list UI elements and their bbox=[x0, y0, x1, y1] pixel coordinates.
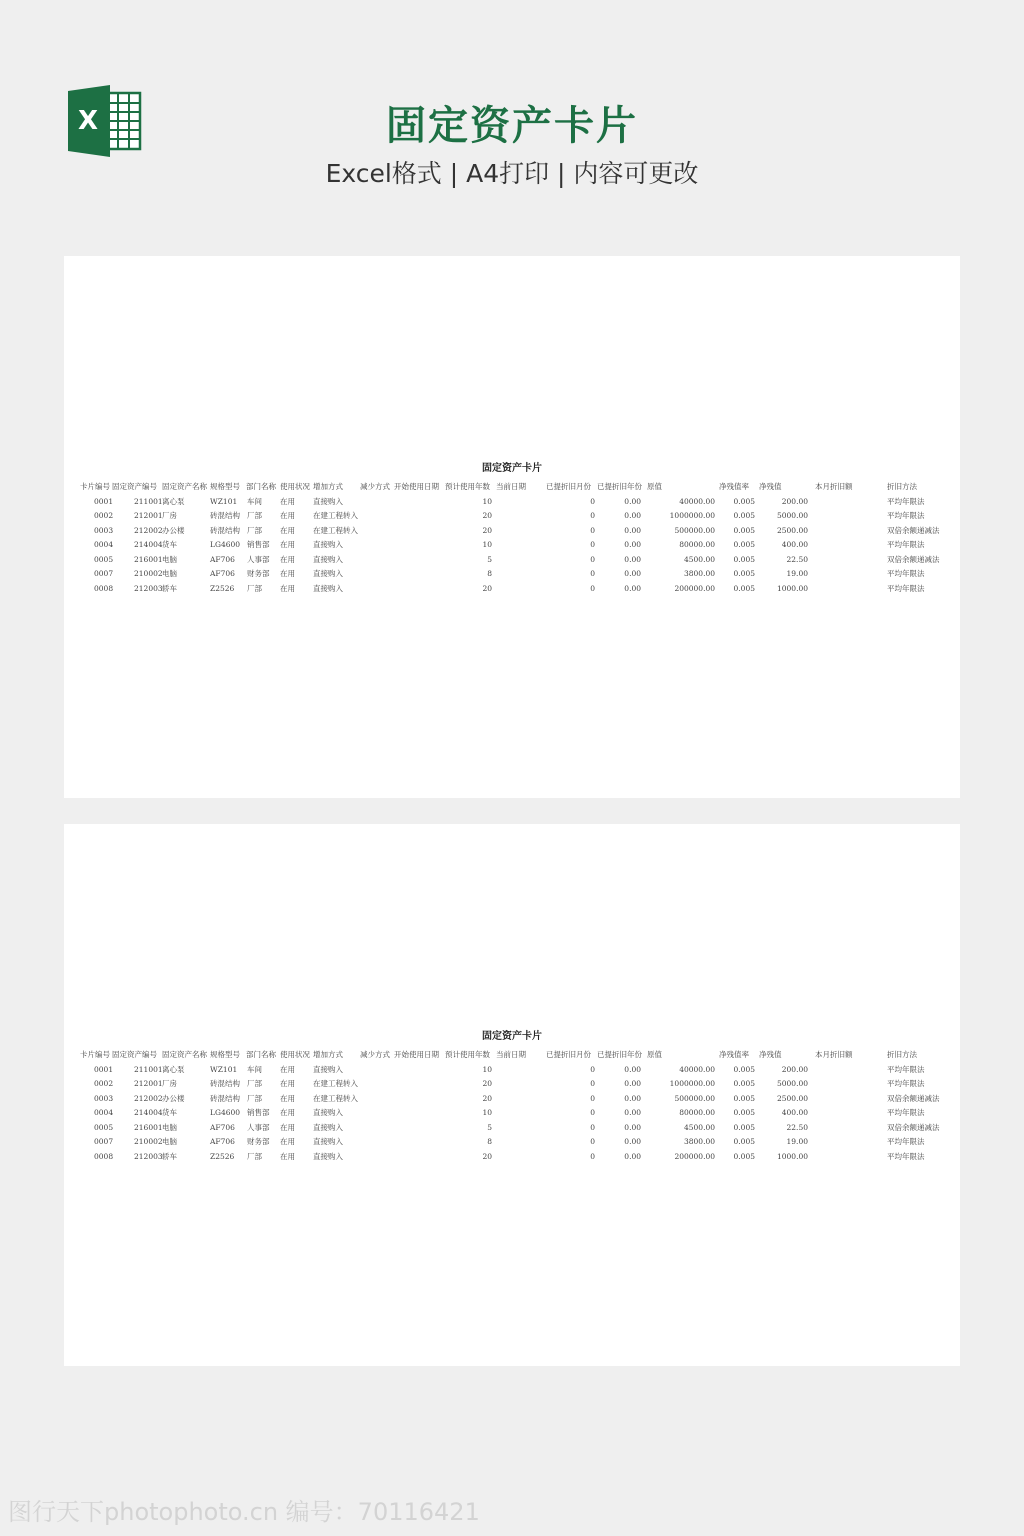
table-cell: 1000.00 bbox=[776, 583, 808, 593]
table-cell: 平均年限法 bbox=[887, 540, 925, 549]
table-cell: 在用 bbox=[280, 525, 295, 535]
column-header: 净残值率 bbox=[719, 482, 749, 491]
table-cell: 212002 bbox=[134, 1093, 163, 1103]
table-cell: 216001 bbox=[134, 554, 163, 564]
table-cell: 1000000.00 bbox=[669, 511, 715, 520]
table-cell: 厂部 bbox=[247, 511, 262, 520]
table-cell: 办公楼 bbox=[162, 525, 185, 535]
table-cell: 0 bbox=[590, 540, 595, 549]
table-cell: 20 bbox=[482, 583, 492, 593]
table-cell: 直接购入 bbox=[313, 554, 343, 564]
table-row bbox=[64, 553, 960, 568]
table-cell: 0 bbox=[590, 1151, 595, 1161]
table-cell: 0003 bbox=[94, 1093, 114, 1103]
table-cell: 厂部 bbox=[247, 1151, 262, 1161]
table-cell: 500000.00 bbox=[674, 525, 715, 535]
column-header: 开始使用日期 bbox=[394, 482, 439, 491]
table-cell: 400.00 bbox=[781, 540, 808, 549]
table-cell: 直接购入 bbox=[313, 1137, 343, 1146]
table-header-row bbox=[64, 1048, 960, 1063]
table-cell: 0.005 bbox=[733, 554, 755, 564]
table-cell: 0.00 bbox=[624, 540, 641, 549]
column-header: 固定资产名称 bbox=[162, 482, 207, 491]
table-cell: 厂部 bbox=[247, 1093, 262, 1103]
table-cell: 厂部 bbox=[247, 525, 262, 535]
table-cell: 0.00 bbox=[624, 554, 641, 564]
table-row bbox=[64, 1077, 960, 1092]
table-cell: 0.005 bbox=[733, 583, 755, 593]
sheet-title: 固定资产卡片 bbox=[482, 1031, 542, 1042]
table-cell: 直接购入 bbox=[313, 583, 343, 593]
table-cell: AF706 bbox=[210, 1137, 235, 1146]
table-cell: 40000.00 bbox=[679, 496, 715, 506]
column-header: 已提折旧月份 bbox=[546, 1050, 591, 1059]
table-cell: 500000.00 bbox=[674, 1093, 715, 1103]
table-cell: 10 bbox=[482, 496, 492, 506]
table-cell: 1000000.00 bbox=[669, 1079, 715, 1088]
table-cell: 211001 bbox=[134, 496, 163, 506]
table-cell: 0.005 bbox=[733, 1137, 755, 1146]
table-cell: Z2526 bbox=[210, 1151, 235, 1161]
page-title: 固定资产卡片 bbox=[386, 103, 638, 149]
table-cell: 22.50 bbox=[786, 1122, 808, 1132]
table-cell: 在建工程转入 bbox=[313, 1093, 358, 1103]
table-cell: 211001 bbox=[134, 1064, 163, 1074]
table-cell: 在用 bbox=[280, 540, 295, 549]
table-cell: Z2526 bbox=[210, 583, 235, 593]
table-cell: 轿车 bbox=[162, 583, 177, 593]
table-cell: 0.005 bbox=[733, 496, 755, 506]
asset-table bbox=[64, 480, 960, 596]
table-cell: 0 bbox=[590, 583, 595, 593]
table-cell: 离心泵 bbox=[162, 496, 185, 506]
table-cell: 19.00 bbox=[786, 569, 808, 578]
table-cell: 0.00 bbox=[624, 1079, 641, 1088]
table-cell: 厂部 bbox=[247, 1079, 262, 1088]
table-cell: 5000.00 bbox=[776, 511, 808, 520]
table-cell: 80000.00 bbox=[679, 540, 715, 549]
table-cell: 0 bbox=[590, 1064, 595, 1074]
table-cell: 20 bbox=[482, 511, 492, 520]
column-header: 已提折旧年份 bbox=[597, 482, 642, 491]
table-cell: 0.00 bbox=[624, 525, 641, 535]
table-cell: 砖混结构 bbox=[210, 1079, 240, 1088]
table-cell: 212003 bbox=[134, 583, 163, 593]
svg-text:X: X bbox=[77, 106, 99, 136]
table-cell: 1000.00 bbox=[776, 1151, 808, 1161]
table-row bbox=[64, 538, 960, 553]
table-cell: 400.00 bbox=[781, 1108, 808, 1117]
asset-table bbox=[64, 1048, 960, 1164]
table-cell: 0001 bbox=[94, 496, 114, 506]
table-cell: 电脑 bbox=[162, 1122, 177, 1132]
table-cell: 210002 bbox=[134, 569, 163, 578]
column-header: 卡片编号 bbox=[80, 482, 110, 491]
column-header: 使用状况 bbox=[280, 1050, 310, 1059]
table-cell: 在用 bbox=[280, 496, 295, 506]
column-header: 净残值率 bbox=[719, 1050, 749, 1059]
table-row bbox=[64, 1135, 960, 1150]
table-cell: 0 bbox=[590, 1108, 595, 1117]
sheet-preview-2 bbox=[64, 824, 960, 1366]
table-cell: 0004 bbox=[94, 1108, 114, 1117]
table-cell: 车间 bbox=[247, 496, 262, 506]
column-header: 预计使用年数 bbox=[445, 482, 490, 491]
table-cell: 212002 bbox=[134, 525, 163, 535]
table-cell: 0.005 bbox=[733, 511, 755, 520]
column-header: 已提折旧年份 bbox=[597, 1050, 642, 1059]
table-cell: 2500.00 bbox=[776, 1093, 808, 1103]
table-cell: 19.00 bbox=[786, 1137, 808, 1146]
table-cell: 8 bbox=[487, 1137, 492, 1146]
table-cell: 平均年限法 bbox=[887, 583, 925, 593]
table-cell: 4500.00 bbox=[683, 1122, 715, 1132]
table-cell: LG4600 bbox=[210, 540, 241, 549]
table-cell: WZ101 bbox=[210, 496, 238, 506]
table-row bbox=[64, 524, 960, 539]
table-cell: 0.005 bbox=[733, 1079, 755, 1088]
table-cell: 厂房 bbox=[162, 511, 177, 520]
table-cell: 平均年限法 bbox=[887, 1151, 925, 1161]
table-row bbox=[64, 1106, 960, 1121]
table-row bbox=[64, 509, 960, 524]
table-cell: 双倍余额递减法 bbox=[887, 525, 940, 535]
table-cell: 在用 bbox=[280, 511, 295, 520]
column-header: 固定资产编号 bbox=[112, 482, 157, 491]
table-cell: 212003 bbox=[134, 1151, 163, 1161]
column-header: 本月折旧额 bbox=[815, 1050, 853, 1059]
table-cell: 0.00 bbox=[624, 1093, 641, 1103]
table-cell: 0 bbox=[590, 1137, 595, 1146]
table-cell: 10 bbox=[482, 1108, 492, 1117]
column-header: 固定资产名称 bbox=[162, 1050, 207, 1059]
table-row bbox=[64, 495, 960, 510]
table-cell: 直接购入 bbox=[313, 540, 343, 549]
table-cell: LG4600 bbox=[210, 1108, 241, 1117]
column-header: 固定资产编号 bbox=[112, 1050, 157, 1059]
table-cell: AF706 bbox=[210, 554, 235, 564]
table-cell: 80000.00 bbox=[679, 1108, 715, 1117]
table-cell: 0 bbox=[590, 511, 595, 520]
table-cell: 22.50 bbox=[786, 554, 808, 564]
table-cell: 216001 bbox=[134, 1122, 163, 1132]
table-cell: 直接购入 bbox=[313, 1064, 343, 1074]
table-cell: 电脑 bbox=[162, 569, 177, 578]
column-header: 当前日期 bbox=[496, 1050, 526, 1059]
table-cell: 离心泵 bbox=[162, 1064, 185, 1074]
table-cell: 0.005 bbox=[733, 1122, 755, 1132]
table-cell: 10 bbox=[482, 1064, 492, 1074]
table-row bbox=[64, 1150, 960, 1165]
table-cell: 财务部 bbox=[247, 569, 270, 578]
sheet-title: 固定资产卡片 bbox=[482, 463, 542, 474]
column-header: 开始使用日期 bbox=[394, 1050, 439, 1059]
table-cell: 200000.00 bbox=[674, 583, 715, 593]
table-cell: 0002 bbox=[94, 511, 114, 520]
table-cell: 0.005 bbox=[733, 525, 755, 535]
table-cell: 砖混结构 bbox=[210, 525, 240, 535]
table-cell: 10 bbox=[482, 540, 492, 549]
table-cell: 0.00 bbox=[624, 1108, 641, 1117]
table-cell: 0004 bbox=[94, 540, 114, 549]
table-cell: 在建工程转入 bbox=[313, 1079, 358, 1088]
table-cell: 双倍余额递减法 bbox=[887, 554, 940, 564]
table-cell: AF706 bbox=[210, 1122, 235, 1132]
column-header: 原值 bbox=[647, 482, 662, 491]
table-cell: 平均年限法 bbox=[887, 1137, 925, 1146]
table-cell: 在用 bbox=[280, 1093, 295, 1103]
table-cell: 0.00 bbox=[624, 496, 641, 506]
table-cell: 平均年限法 bbox=[887, 511, 925, 520]
column-header: 增加方式 bbox=[313, 482, 343, 491]
table-cell: 在用 bbox=[280, 1079, 295, 1088]
table-cell: 0008 bbox=[94, 1151, 114, 1161]
table-cell: 5000.00 bbox=[776, 1079, 808, 1088]
table-cell: 4500.00 bbox=[683, 554, 715, 564]
table-cell: 200000.00 bbox=[674, 1151, 715, 1161]
table-cell: 200.00 bbox=[781, 496, 808, 506]
table-cell: 货车 bbox=[162, 540, 177, 549]
table-cell: 0.00 bbox=[624, 511, 641, 520]
table-row bbox=[64, 1121, 960, 1136]
table-cell: 在用 bbox=[280, 1151, 295, 1161]
table-cell: 20 bbox=[482, 1093, 492, 1103]
table-cell: 214004 bbox=[134, 540, 163, 549]
table-cell: 0007 bbox=[94, 569, 114, 578]
table-cell: 0 bbox=[590, 569, 595, 578]
table-cell: 在建工程转入 bbox=[313, 511, 358, 520]
table-cell: 砖混结构 bbox=[210, 511, 240, 520]
table-cell: 轿车 bbox=[162, 1151, 177, 1161]
column-header: 减少方式 bbox=[360, 482, 390, 491]
table-cell: 电脑 bbox=[162, 554, 177, 564]
watermark: 图行天下photophoto.cn 编号：70116421 bbox=[8, 1498, 480, 1526]
table-cell: 0.00 bbox=[624, 583, 641, 593]
table-cell: 办公楼 bbox=[162, 1093, 185, 1103]
table-cell: 40000.00 bbox=[679, 1064, 715, 1074]
table-cell: 0001 bbox=[94, 1064, 114, 1074]
table-cell: 电脑 bbox=[162, 1137, 177, 1146]
column-header: 当前日期 bbox=[496, 482, 526, 491]
table-cell: 货车 bbox=[162, 1108, 177, 1117]
table-cell: 3800.00 bbox=[683, 569, 715, 578]
table-cell: 人事部 bbox=[247, 1122, 270, 1132]
table-cell: 直接购入 bbox=[313, 569, 343, 578]
table-cell: 200.00 bbox=[781, 1064, 808, 1074]
table-cell: 在用 bbox=[280, 583, 295, 593]
table-cell: 直接购入 bbox=[313, 1122, 343, 1132]
column-header: 折旧方法 bbox=[887, 1050, 917, 1059]
column-header: 部门名称 bbox=[246, 482, 276, 491]
table-cell: 平均年限法 bbox=[887, 496, 925, 506]
table-cell: 0.00 bbox=[624, 1122, 641, 1132]
column-header: 原值 bbox=[647, 1050, 662, 1059]
column-header: 规格型号 bbox=[210, 482, 240, 491]
table-cell: 212001 bbox=[134, 1079, 163, 1088]
column-header: 减少方式 bbox=[360, 1050, 390, 1059]
table-cell: 0.00 bbox=[624, 1064, 641, 1074]
column-header: 卡片编号 bbox=[80, 1050, 110, 1059]
table-cell: 在用 bbox=[280, 1137, 295, 1146]
column-header: 部门名称 bbox=[246, 1050, 276, 1059]
table-cell: 0005 bbox=[94, 1122, 114, 1132]
table-cell: 0.00 bbox=[624, 1137, 641, 1146]
column-header: 净残值 bbox=[759, 482, 782, 491]
table-cell: 0002 bbox=[94, 1079, 114, 1088]
table-cell: 0.005 bbox=[733, 569, 755, 578]
table-cell: 人事部 bbox=[247, 554, 270, 564]
column-header: 本月折旧额 bbox=[815, 482, 853, 491]
table-cell: 双倍余额递减法 bbox=[887, 1122, 940, 1132]
table-cell: 2500.00 bbox=[776, 525, 808, 535]
table-cell: 0008 bbox=[94, 583, 114, 593]
table-cell: 双倍余额递减法 bbox=[887, 1093, 940, 1103]
table-cell: 0007 bbox=[94, 1137, 114, 1146]
column-header: 规格型号 bbox=[210, 1050, 240, 1059]
column-header: 预计使用年数 bbox=[445, 1050, 490, 1059]
column-header: 净残值 bbox=[759, 1050, 782, 1059]
table-cell: 0 bbox=[590, 1093, 595, 1103]
table-cell: 销售部 bbox=[247, 540, 270, 549]
table-cell: 0.00 bbox=[624, 1151, 641, 1161]
table-cell: 0.005 bbox=[733, 1064, 755, 1074]
table-cell: 在用 bbox=[280, 554, 295, 564]
table-cell: 214004 bbox=[134, 1108, 163, 1117]
table-cell: 5 bbox=[487, 554, 492, 564]
table-cell: 8 bbox=[487, 569, 492, 578]
column-header: 使用状况 bbox=[280, 482, 310, 491]
table-cell: 20 bbox=[482, 1151, 492, 1161]
table-row bbox=[64, 1092, 960, 1107]
table-cell: 212001 bbox=[134, 511, 163, 520]
table-row bbox=[64, 567, 960, 582]
table-cell: 直接购入 bbox=[313, 1151, 343, 1161]
table-cell: 0005 bbox=[94, 554, 114, 564]
table-cell: 0 bbox=[590, 1122, 595, 1132]
table-row bbox=[64, 582, 960, 597]
table-cell: WZ101 bbox=[210, 1064, 238, 1074]
table-cell: AF706 bbox=[210, 569, 235, 578]
table-cell: 3800.00 bbox=[683, 1137, 715, 1146]
table-cell: 财务部 bbox=[247, 1137, 270, 1146]
table-cell: 20 bbox=[482, 1079, 492, 1088]
table-cell: 平均年限法 bbox=[887, 1064, 925, 1074]
table-cell: 平均年限法 bbox=[887, 569, 925, 578]
table-cell: 20 bbox=[482, 525, 492, 535]
column-header: 折旧方法 bbox=[887, 482, 917, 491]
table-row bbox=[64, 1063, 960, 1078]
column-header: 已提折旧月份 bbox=[546, 482, 591, 491]
table-header-row bbox=[64, 480, 960, 495]
table-cell: 0 bbox=[590, 554, 595, 564]
table-cell: 0 bbox=[590, 525, 595, 535]
table-cell: 平均年限法 bbox=[887, 1108, 925, 1117]
sheet-preview-1 bbox=[64, 256, 960, 798]
table-cell: 在建工程转入 bbox=[313, 525, 358, 535]
table-cell: 0.005 bbox=[733, 1151, 755, 1161]
table-cell: 厂部 bbox=[247, 583, 262, 593]
table-cell: 厂房 bbox=[162, 1079, 177, 1088]
table-cell: 在用 bbox=[280, 1064, 295, 1074]
table-cell: 销售部 bbox=[247, 1108, 270, 1117]
table-cell: 平均年限法 bbox=[887, 1079, 925, 1088]
table-cell: 车间 bbox=[247, 1064, 262, 1074]
table-cell: 0.005 bbox=[733, 1093, 755, 1103]
table-cell: 0 bbox=[590, 1079, 595, 1088]
table-cell: 在用 bbox=[280, 569, 295, 578]
table-cell: 直接购入 bbox=[313, 496, 343, 506]
table-cell: 0.00 bbox=[624, 569, 641, 578]
table-cell: 直接购入 bbox=[313, 1108, 343, 1117]
page-subtitle: Excel格式 | A4打印 | 内容可更改 bbox=[325, 159, 699, 188]
table-cell: 0003 bbox=[94, 525, 114, 535]
table-cell: 在用 bbox=[280, 1122, 295, 1132]
table-cell: 砖混结构 bbox=[210, 1093, 240, 1103]
table-cell: 0 bbox=[590, 496, 595, 506]
table-cell: 在用 bbox=[280, 1108, 295, 1117]
column-header: 增加方式 bbox=[313, 1050, 343, 1059]
table-cell: 5 bbox=[487, 1122, 492, 1132]
table-cell: 0.005 bbox=[733, 540, 755, 549]
table-cell: 0.005 bbox=[733, 1108, 755, 1117]
table-cell: 210002 bbox=[134, 1137, 163, 1146]
